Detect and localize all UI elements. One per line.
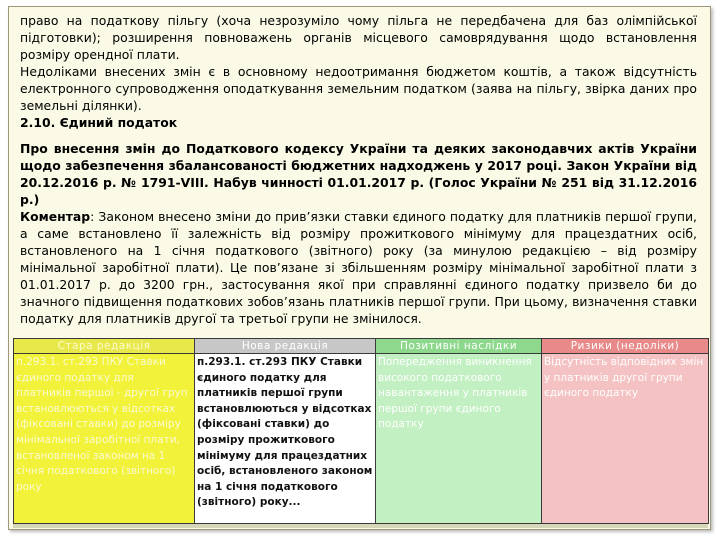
comment-paragraph — [20, 208, 697, 327]
paragraph-2: Недоліками внесених змін є в основному недоотримання бюджетом коштів, а також відсутність електронного супроводження оподаткування земельним податком (заява на пільгу, звірка даних про земельні ділянки). — [20, 64, 697, 113]
cell-old-edition: п.293.1. ст.293 ПКУ Ставки єдиного податку для платників першої - другої груп встановлюються у відсотках (фіксовані ставки) до розміру мінімальної заробітної плати, встановленої законом на 1 січня податкового (звітного) року — [14, 354, 195, 524]
table-header-row — [14, 339, 709, 354]
cell-positive-effects: Попередження виникнення високого податкового навантаження у платників першої групи єдиного податку — [376, 354, 542, 524]
header-positive-effects: Позитивні наслідки — [376, 339, 542, 354]
header-old-edition: Стара редакція — [14, 339, 195, 354]
header-new-edition: Нова редакція — [195, 339, 376, 354]
cell-risks: Відсутність відповідних змін у платників другої групи єдиного податку — [542, 354, 709, 524]
document-text — [20, 12, 697, 338]
cell-new-edition: п.293.1. ст.293 ПКУ Ставки єдиного податку для платників першої групи встановлюються у відсотках (фіксовані ставки) до розміру прожиткового мінімуму для працездатних осіб, встановленого законом на 1 січня податкового (звітного) року... — [195, 354, 376, 524]
table-row — [14, 354, 709, 524]
comment-label: Коментар — [20, 209, 91, 224]
header-risks: Ризики (недоліки) — [542, 339, 709, 354]
comment-text: : Законом внесено зміни до прив’язки ставки єдиного податку для платників першої групи, а саме встановлено її залежність від розміру прожиткового мінімуму для працездатних осіб, встановленого на 1 січня податкового (звітного) року (за минулою редакцією – від розміру мінімальної заробітної плати). Це пов’язане зі збільшенням розміру мінімальної заробітної плати з 01.01.2017 р. до 3200 грн., застосування якої при справлянні єдиного податку призвело би до значного підвищення податкових зобов’язань платників першої групи. При цьому, визначення ставки податку для платників другої та третьої групи не змінилося. — [20, 209, 697, 326]
bottom-divider — [13, 524, 708, 528]
law-title: Про внесення змін до Податкового кодексу України та деяких законодавчих актів України щодо забезпечення збалансованості бюджетних надходжень у 2017 році. Закон України від 20.12.2016 р. № 1791-VIII. Набув чинності 01.01.2017 р. (Голос України № 251 від 31.12.2016 р.) — [20, 141, 697, 207]
comparison-table — [13, 338, 709, 524]
paragraph-1: право на податкову пільгу (хоча незрозуміло чому пільга не передбачена для баз олімпійської підготовки); розширення повноважень органів місцевого самоврядування щодо встановлення розміру орендної плати. — [20, 13, 697, 62]
section-heading: 2.10. Єдиний податок — [20, 115, 178, 130]
